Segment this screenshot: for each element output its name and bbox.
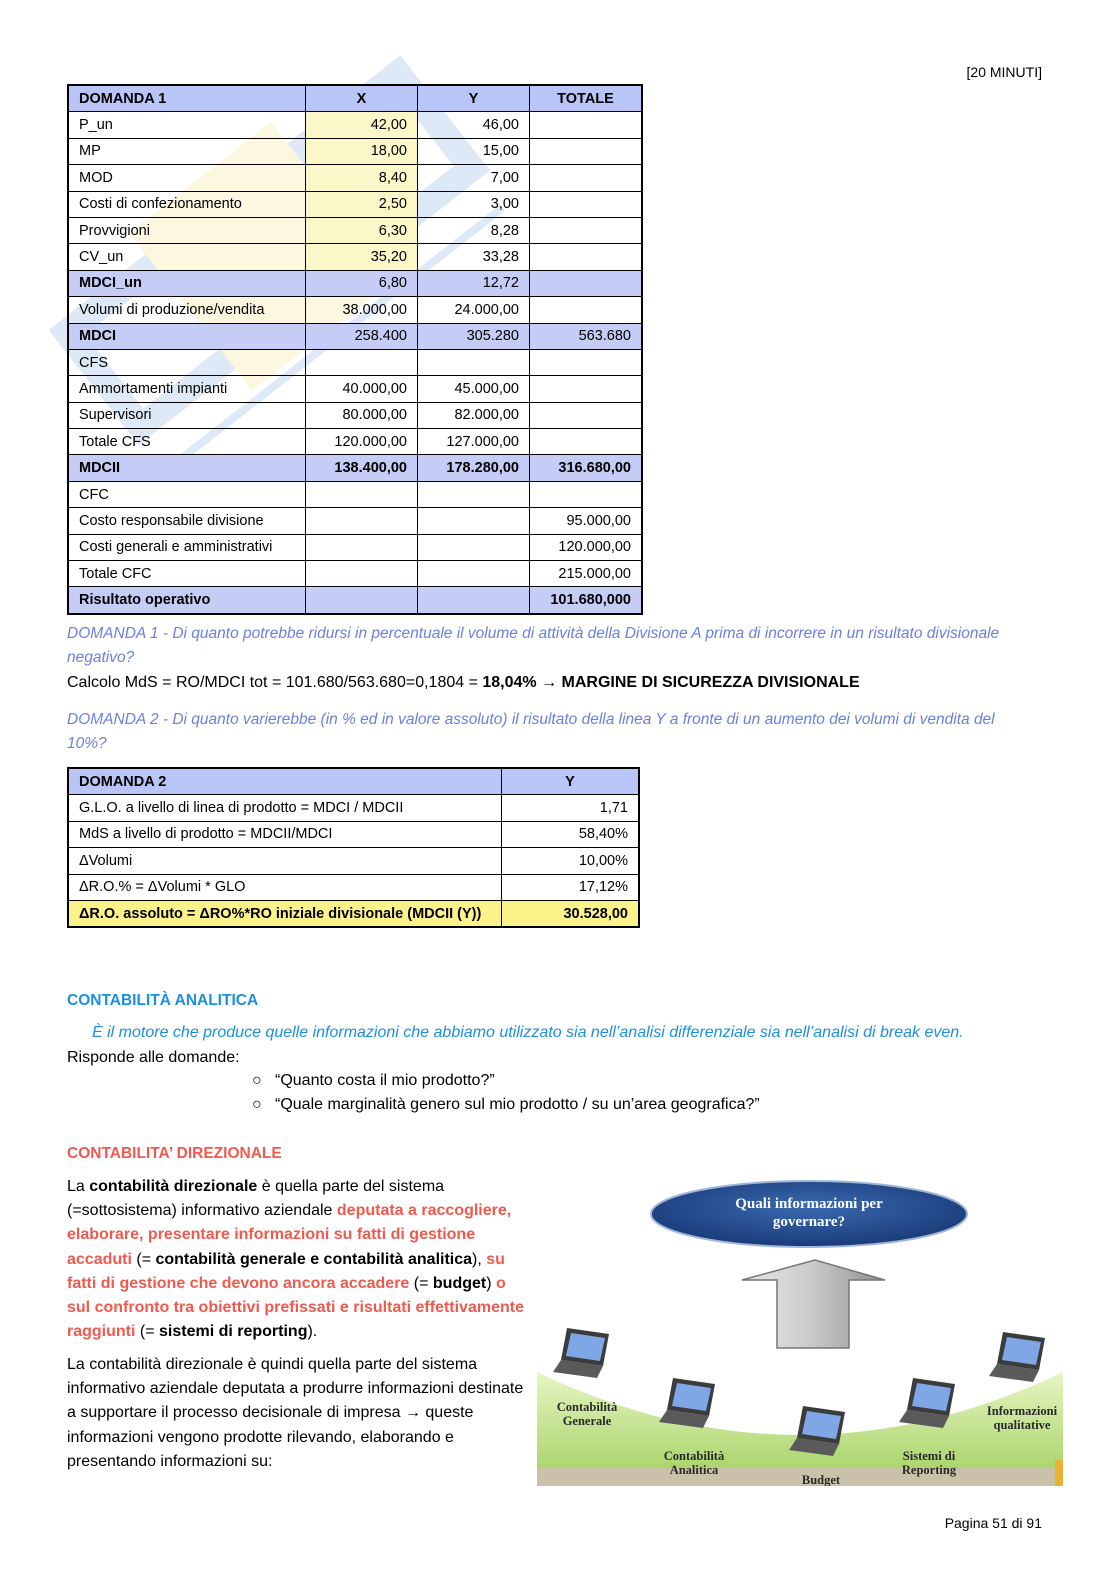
table-cell: 35,20 — [306, 244, 418, 270]
table-cell: 3,00 — [418, 191, 530, 217]
laptop-icon — [789, 1406, 845, 1456]
text-run: ), — [472, 1250, 487, 1268]
table-cell — [530, 376, 643, 402]
table-cell: 178.280,00 — [418, 455, 530, 481]
question-line-1: Quali informazioni per — [735, 1196, 883, 1212]
table-row — [68, 270, 642, 296]
bullet-text: “Quanto costa il mio prodotto?” — [275, 1072, 495, 1089]
table-cell: CFC — [68, 481, 306, 507]
table-domanda-2 — [67, 767, 640, 928]
table-cell: 7,00 — [418, 165, 530, 191]
table-cell: 127.000,00 — [418, 429, 530, 455]
table-row — [68, 508, 642, 534]
table-cell: 33,28 — [418, 244, 530, 270]
table-cell: 82.000,00 — [418, 402, 530, 428]
table-cell: 6,80 — [306, 270, 418, 296]
table-row — [68, 481, 642, 507]
ground-strip — [537, 1468, 1063, 1486]
laptop-icon — [899, 1378, 955, 1428]
table-row — [68, 561, 642, 587]
up-arrow-icon — [742, 1260, 885, 1348]
table-cell — [306, 508, 418, 534]
table-cell — [306, 349, 418, 375]
table-cell: 45.000,00 — [418, 376, 530, 402]
section-title-direzionale: CONTABILITA’ DIREZIONALE — [67, 1145, 282, 1162]
table-cell: 38.000,00 — [306, 297, 418, 323]
column-header: Y — [418, 85, 530, 112]
node-label: Informazioni — [986, 1404, 1058, 1418]
table-cell: 42,00 — [306, 112, 418, 138]
table-row — [68, 349, 642, 375]
table-cell — [418, 481, 530, 507]
table-row — [68, 455, 642, 481]
text-run-red: deputata a raccogliere, elaborare, presentare informazioni su fatti di gestione accaduti — [67, 1202, 512, 1268]
table-cell: 2,50 — [306, 191, 418, 217]
table-cell — [418, 534, 530, 560]
table-cell: Costi di confezionamento — [68, 191, 306, 217]
table-cell: Ammortamenti impianti — [68, 376, 306, 402]
table-cell: MDCI_un — [68, 270, 306, 296]
table-cell: 12,72 — [418, 270, 530, 296]
table-cell: ΔR.O. assoluto = ΔRO%*RO iniziale divisionale (MDCII (Y)) — [68, 900, 502, 927]
bullet-item: ○ “Quanto costa il mio prodotto?” — [252, 1072, 495, 1089]
table-cell — [530, 165, 643, 191]
table-cell: Risultato operativo — [68, 587, 306, 614]
text-run-bold: contabilità direzionale — [89, 1178, 258, 1195]
table-cell: ΔR.O.% = ΔVolumi * GLO — [68, 874, 502, 900]
table-cell: 30.528,00 — [502, 900, 640, 927]
text-run: è quella parte del sistema (=sottosistema) informativo aziendale — [67, 1178, 445, 1220]
table-cell: 8,40 — [306, 165, 418, 191]
table-cell — [418, 561, 530, 587]
table-cell: Provvigioni — [68, 217, 306, 243]
table-cell: 8,28 — [418, 217, 530, 243]
table-row — [68, 297, 642, 323]
table-cell: CFS — [68, 349, 306, 375]
column-header: Y — [502, 768, 640, 795]
table-cell: MP — [68, 138, 306, 164]
table-cell — [530, 297, 643, 323]
table-cell: G.L.O. a livello di linea di prodotto = MDCI / MDCII — [68, 795, 502, 821]
table-header-row — [68, 768, 639, 795]
table-cell — [530, 429, 643, 455]
table-cell: 58,40% — [502, 821, 640, 847]
table-cell: 1,71 — [502, 795, 640, 821]
node-label: Sistemi di — [902, 1449, 956, 1463]
table-cell — [306, 534, 418, 560]
table-cell: MdS a livello di prodotto = MDCII/MDCI — [68, 821, 502, 847]
table-row — [68, 376, 642, 402]
time-label: [20 MINUTI] — [966, 64, 1042, 80]
text-run: (= — [131, 1250, 156, 1268]
table-cell — [306, 481, 418, 507]
text-run-bold: budget — [432, 1274, 487, 1292]
text-run: (= — [409, 1274, 433, 1292]
table-row — [68, 217, 642, 243]
table-cell: 120.000,00 — [530, 534, 643, 560]
table-cell: 80.000,00 — [306, 402, 418, 428]
table-row — [68, 402, 642, 428]
table-row — [68, 874, 639, 900]
table-cell: Costo responsabile divisione — [68, 508, 306, 534]
table-domanda-1 — [67, 84, 643, 615]
table-cell — [530, 402, 643, 428]
section-title-analitica: CONTABILITÀ ANALITICA — [67, 992, 259, 1009]
node-label: Reporting — [901, 1463, 957, 1477]
table-cell — [418, 349, 530, 375]
table-cell: 40.000,00 — [306, 376, 418, 402]
laptop-icon — [989, 1332, 1045, 1382]
calc-1-result: 18,04% → MARGINE DI SICUREZZA DIVISIONALE — [482, 674, 860, 691]
text-run: ) — [486, 1274, 496, 1292]
text-run-red: o sul confronto tra obiettivi prefissati e risultati effettivamente raggiunti — [67, 1274, 524, 1341]
laptop-icon — [553, 1328, 609, 1378]
node-label: Generale — [562, 1414, 612, 1428]
direzionale-paragraph-1 — [67, 1175, 527, 1344]
table-cell: 18,00 — [306, 138, 418, 164]
table-cell — [418, 587, 530, 614]
table-cell — [530, 191, 643, 217]
table-cell: MOD — [68, 165, 306, 191]
table-cell: 46,00 — [418, 112, 530, 138]
table-cell: Totale CFS — [68, 429, 306, 455]
table-cell: 215.000,00 — [530, 561, 643, 587]
table-row — [68, 165, 642, 191]
table-cell: 95.000,00 — [530, 508, 643, 534]
table-row — [68, 848, 639, 874]
column-header: X — [306, 85, 418, 112]
question-1: DOMANDA 1 - Di quanto potrebbe ridursi in percentuale il volume di attività della Divisione A prima di incorrere in un risultato divisionale negativo? — [67, 625, 1000, 666]
table-cell: 563.680 — [530, 323, 643, 349]
node-label: Analitica — [669, 1463, 719, 1477]
table-cell: P_un — [68, 112, 306, 138]
table-cell: 15,00 — [418, 138, 530, 164]
node-label: Contabilità — [556, 1400, 618, 1414]
text-run-red: su fatti di gestione che devono ancora accadere — [67, 1250, 505, 1292]
table-cell — [306, 561, 418, 587]
node-label: Contabilità — [663, 1449, 725, 1463]
table-row — [68, 191, 642, 217]
table-cell: 305.280 — [418, 323, 530, 349]
table-cell: 10,00% — [502, 848, 640, 874]
text-run-bold: contabilità generale e contabilità analitica — [155, 1250, 473, 1268]
table-cell: 24.000,00 — [418, 297, 530, 323]
direzionale-paragraph-2: La contabilità direzionale è quindi quella parte del sistema informativo aziendale deputata a produrre informazioni destinate a supportare il processo decisionale di impresa → queste informazioni vengono prodotte rilevando, elaborando e presentando informazioni su: — [67, 1356, 524, 1470]
text-run-bold: sistemi di reporting — [159, 1323, 308, 1341]
column-header: DOMANDA 1 — [68, 85, 306, 112]
table-cell: 258.400 — [306, 323, 418, 349]
question-2: DOMANDA 2 - Di quanto varierebbe (in % ed in valore assoluto) il risultato della linea Y a fronte di un aumento dei volumi di vendita del 10%? — [67, 711, 995, 752]
table-cell: 120.000,00 — [306, 429, 418, 455]
table-cell: 6,30 — [306, 217, 418, 243]
analitica-intro: Risponde alle domande: — [67, 1049, 240, 1066]
calc-1 — [67, 671, 860, 695]
table-cell: Supervisori — [68, 402, 306, 428]
table-cell — [530, 270, 643, 296]
table-cell — [306, 587, 418, 614]
table-cell: CV_un — [68, 244, 306, 270]
table-cell: Costi generali e amministrativi — [68, 534, 306, 560]
analitica-quote: È il motore che produce quelle informazioni che abbiamo utilizzato sia nell’analisi differenziale sia nell’analisi di break even. — [92, 1024, 964, 1041]
question-line-2: governare? — [772, 1214, 846, 1230]
table-cell — [530, 349, 643, 375]
table-cell — [530, 217, 643, 243]
column-header: TOTALE — [530, 85, 643, 112]
table-row — [68, 534, 642, 560]
table-cell: 101.680,000 — [530, 587, 643, 614]
table-cell: Volumi di produzione/vendita — [68, 297, 306, 323]
table-row — [68, 821, 639, 847]
table-cell: Totale CFC — [68, 561, 306, 587]
table-cell: ΔVolumi — [68, 848, 502, 874]
column-header: DOMANDA 2 — [68, 768, 502, 795]
bullet-item: ○ “Quale marginalità genero sul mio prodotto / su un’area geografica?” — [252, 1096, 760, 1113]
bullet-text: “Quale marginalità genero sul mio prodotto / su un’area geografica?” — [275, 1096, 760, 1113]
table-cell — [530, 244, 643, 270]
table-row — [68, 244, 642, 270]
table-row — [68, 795, 639, 821]
table-cell: 17,12% — [502, 874, 640, 900]
table-row — [68, 429, 642, 455]
table-row — [68, 900, 639, 927]
corner-ornament — [1055, 1460, 1063, 1486]
table-row — [68, 112, 642, 138]
text-run: ). — [307, 1323, 318, 1341]
laptop-icon — [659, 1378, 715, 1428]
calc-1-formula: Calcolo MdS = RO/MDCI tot = 101.680/563.680=0,1804 = — [67, 674, 483, 691]
table-row — [68, 323, 642, 349]
node-label: Budget — [801, 1473, 841, 1486]
page-number: Pagina 51 di 91 — [944, 1515, 1042, 1531]
node-label: qualitative — [993, 1418, 1051, 1432]
table-cell — [530, 138, 643, 164]
text-run: (= — [135, 1323, 159, 1341]
text-run: La — [67, 1178, 90, 1195]
table-cell: MDCI — [68, 323, 306, 349]
table-cell — [530, 481, 643, 507]
table-cell: 316.680,00 — [530, 455, 643, 481]
table-cell: 138.400,00 — [306, 455, 418, 481]
table-cell: MDCII — [68, 455, 306, 481]
table-row — [68, 587, 642, 614]
table-row — [68, 138, 642, 164]
table-cell — [530, 112, 643, 138]
table-header-row — [68, 85, 642, 112]
table-cell — [418, 508, 530, 534]
information-diagram — [537, 1168, 1063, 1486]
